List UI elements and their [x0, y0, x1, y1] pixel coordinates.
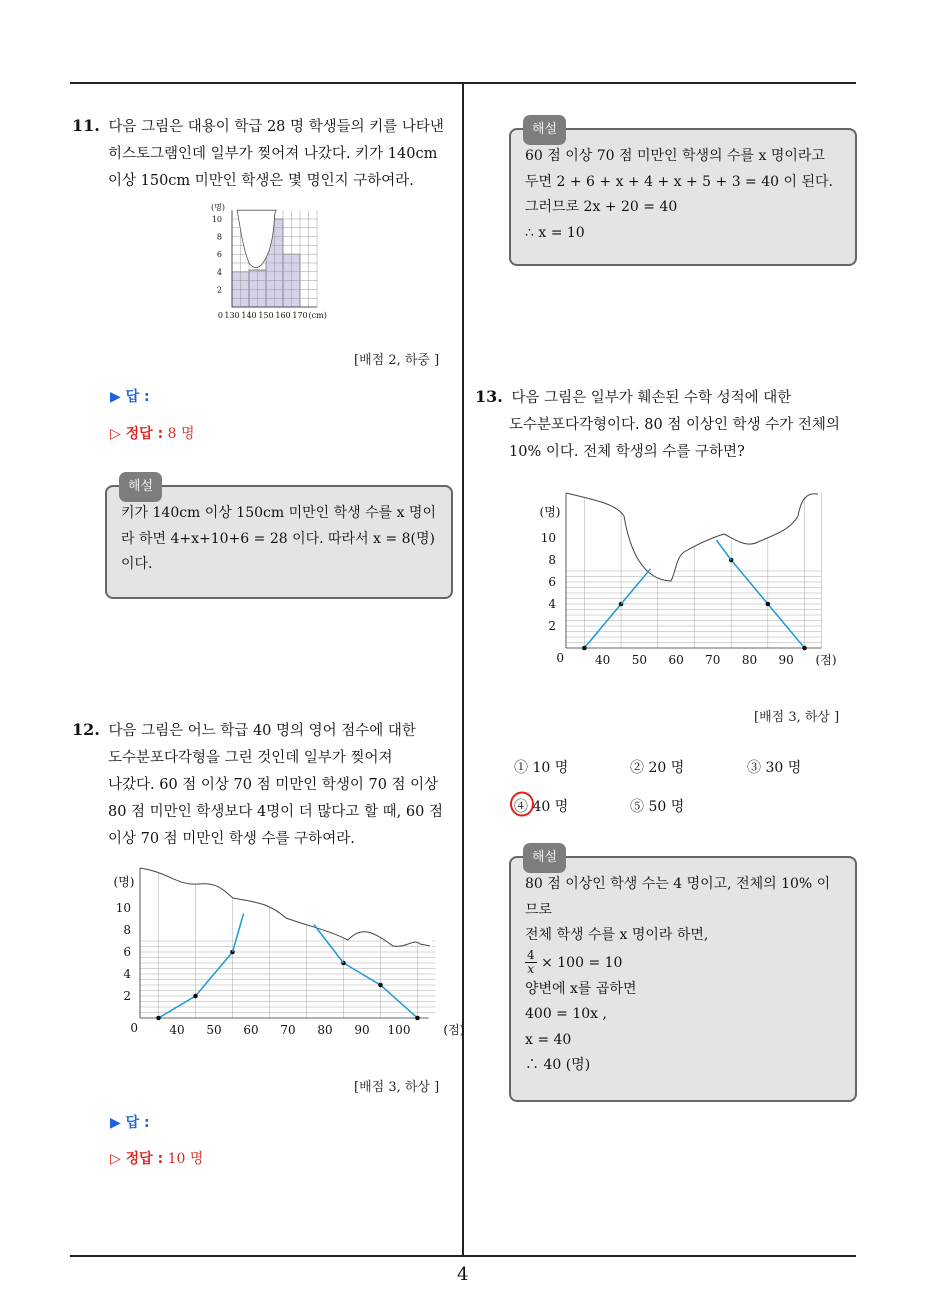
x-axis-label: (cm)	[308, 311, 327, 320]
y-tick-label: 2	[216, 285, 222, 295]
q12-explain-line2: 두면 2 + 6 + x + 4 + x + 5 + 3 = 40 이 된다.	[525, 173, 833, 190]
q13-number: 13.	[475, 387, 503, 406]
y-axis-label: (명)	[113, 875, 135, 889]
q12-correct-value: 10 명	[167, 1151, 204, 1167]
q12-explanation-tab: 해설	[523, 115, 566, 145]
y-axis-label: (명)	[539, 505, 561, 519]
q12-explain-line4: ∴ x = 10	[525, 224, 585, 241]
q13-fraction: $\frac{4}{x}$	[527, 948, 535, 976]
q13-explain-line3: 전체 학생 수를 x 명이라 하면,	[525, 927, 709, 943]
selected-answer-circle-icon	[508, 790, 536, 818]
page-number: 4	[457, 1264, 469, 1285]
x-tick-label: 150	[258, 311, 274, 320]
q12-explanation-box	[509, 122, 857, 266]
q11-histogram	[200, 198, 360, 324]
y-tick-label: 6	[548, 575, 556, 589]
y-tick-label: 8	[216, 232, 222, 242]
q13-explain-line2: 므로	[525, 901, 553, 918]
x-tick-label: 70	[705, 653, 721, 667]
q11-text	[72, 112, 457, 195]
y-tick-label: 0	[556, 651, 564, 665]
q12-answer-label: ▶ 답 :	[110, 1115, 150, 1131]
x-tick-label: 90	[354, 1023, 370, 1037]
x-tick-label: 90	[778, 653, 794, 667]
data-point	[378, 983, 383, 988]
y-tick-label: 4	[548, 597, 556, 611]
y-tick-label: 10	[211, 215, 222, 224]
y-tick-label: 8	[123, 923, 131, 937]
x-tick-label: 60	[243, 1023, 259, 1037]
q12-explain-line1: 60 점 이상 70 점 미만인 학생의 수를 x 명이라고	[525, 148, 825, 164]
q12-score: [배점 3, 하상 ]	[354, 1080, 440, 1095]
y-tick-label: 4	[123, 967, 131, 981]
data-point	[156, 1016, 161, 1021]
q13-explanation-box	[509, 850, 857, 1102]
q12-polygon-chart	[108, 862, 465, 1047]
x-tick-label: 0	[217, 311, 223, 320]
x-tick-label: 60	[668, 653, 684, 667]
q11-explain-line1: 키가 140cm 이상 150cm 미만인 학생 수를 x 명이	[121, 505, 436, 521]
q12-number: 12.	[72, 720, 100, 739]
q12-line3: 나갔다. 60 점 이상 70 점 미만인 학생이 70 점 이상	[108, 777, 439, 793]
q11-line1: 다음 그림은 대용이 학급 28 명 학생들의 키를 나타낸	[108, 119, 444, 135]
y-tick-label: 6	[216, 250, 222, 260]
data-point	[193, 994, 198, 999]
q13-explain-line7: x = 40	[525, 1031, 572, 1048]
x-tick-label: 50	[631, 653, 648, 667]
q11-explanation-tab: 해설	[119, 472, 162, 502]
q11-explain-line2: 라 하면 4+x+10+6 = 28 이다. 따라서 x = 8(명)	[121, 530, 435, 547]
x-tick-label: 130	[224, 311, 240, 320]
bottom-rule	[70, 1255, 856, 1257]
q13-choice-3[interactable]: ③ 30 명	[747, 760, 802, 776]
q13-explain-line8: ∴ 40 (명)	[525, 1057, 591, 1073]
q13-choice-4[interactable]: ④ 40 명	[514, 799, 569, 815]
x-tick-label: 80	[741, 653, 758, 667]
x-tick-label: 50	[206, 1023, 222, 1037]
q13-explain-line6: 400 = 10x ,	[525, 1006, 607, 1022]
x-tick-label: 100	[387, 1023, 411, 1037]
y-axis-label: (명)	[211, 203, 225, 212]
q12-explain-line3: 그러므로 2x + 20 = 40	[525, 199, 678, 215]
q12-line5: 이상 70 점 미만인 학생 수를 구하여라.	[108, 831, 355, 847]
q12-line2: 도수분포다각형을 그린 것인데 일부가 찢어져	[108, 750, 393, 766]
x-tick-label: 40	[169, 1023, 185, 1037]
y-tick-label: 2	[123, 989, 131, 1003]
q13-explain-fraction-row: $\frac{4}{x}$ × 100 = 10	[527, 948, 623, 976]
x-tick-label: 70	[280, 1023, 296, 1037]
q11-line2: 히스토그램인데 일부가 찢어져 나갔다. 키가 140cm	[108, 146, 438, 162]
y-tick-label: 10	[540, 531, 556, 545]
q11-correct-label: ▷ 정답 :	[110, 426, 164, 442]
data-point	[802, 646, 807, 651]
torn-area	[140, 866, 432, 952]
y-tick-label: 6	[123, 945, 131, 959]
series-line	[233, 914, 244, 953]
q11-explanation-box	[105, 479, 453, 599]
q12-line4: 80 점 미만인 학생보다 4명이 더 많다고 할 때, 60 점	[108, 804, 443, 820]
q12-text	[72, 716, 457, 853]
y-tick-label: 0	[130, 1021, 138, 1035]
q13-text	[475, 383, 860, 466]
q13-line3: 10% 이다. 전체 학생의 수를 구하면?	[509, 444, 745, 460]
y-tick-label: 4	[216, 267, 222, 277]
data-point	[582, 646, 587, 651]
torn-area	[566, 490, 820, 581]
q13-choice-1[interactable]: ① 10 명	[514, 760, 569, 776]
q12-line1: 다음 그림은 어느 학급 40 명의 영어 점수에 대한	[108, 723, 416, 739]
q11-correct-row	[110, 423, 195, 443]
x-tick-label: 140	[241, 311, 257, 320]
q13-polygon-chart	[526, 486, 836, 676]
q13-choice-2[interactable]: ② 20 명	[630, 760, 685, 776]
y-tick-label: 8	[548, 553, 556, 567]
x-tick-label: 40	[595, 653, 611, 667]
q13-line1: 다음 그림은 일부가 훼손된 수학 성적에 대한	[511, 390, 792, 406]
data-point	[415, 1016, 420, 1021]
q13-score: [배점 3, 하상 ]	[754, 710, 840, 725]
q12-correct-row	[110, 1148, 203, 1168]
q11-correct-value: 8 명	[167, 426, 195, 442]
series-line	[716, 540, 731, 560]
q11-answer-label: ▶ 답 :	[110, 389, 150, 405]
y-tick-label: 10	[115, 901, 131, 915]
q11-line3: 이상 150cm 미만인 학생은 몇 명인지 구하여라.	[108, 173, 414, 189]
q13-explanation-tab: 해설	[523, 843, 566, 873]
data-point	[766, 602, 771, 607]
q13-explain-line1: 80 점 이상인 학생 수는 4 명이고, 전체의 10% 이	[525, 876, 831, 892]
column-divider	[462, 83, 464, 1256]
x-axis-label: (점)	[443, 1023, 465, 1037]
q12-correct-label: ▷ 정답 :	[110, 1151, 164, 1167]
q13-choice-5[interactable]: ⑤ 50 명	[630, 799, 685, 815]
q11-number: 11.	[72, 116, 100, 135]
x-axis-label: (점)	[815, 653, 837, 667]
q13-line2: 도수분포다각형이다. 80 점 이상인 학생 수가 전체의	[509, 417, 840, 433]
x-tick-label: 80	[317, 1023, 333, 1037]
x-tick-label: 170	[292, 311, 308, 320]
q11-explain-line3: 이다.	[121, 556, 153, 572]
y-tick-label: 2	[548, 619, 556, 633]
q11-score: [배점 2, 하중 ]	[354, 353, 440, 368]
x-tick-label: 160	[275, 311, 291, 320]
q13-explain-line5: 양변에 x를 곱하면	[525, 980, 637, 997]
